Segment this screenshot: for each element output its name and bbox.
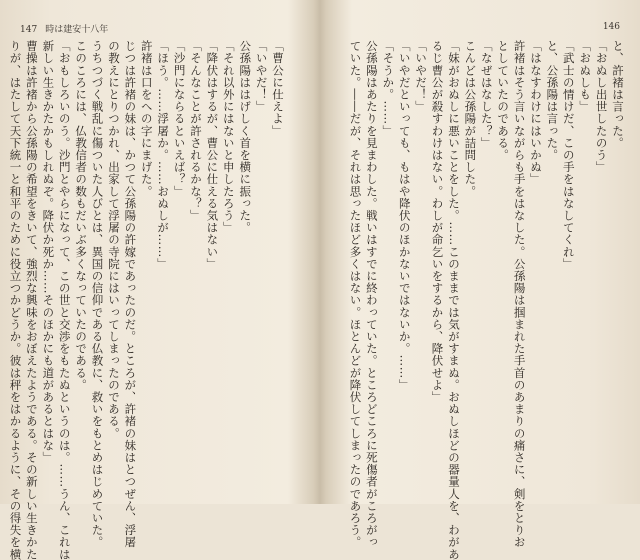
text-line: 「いやだ！」 <box>254 40 269 113</box>
text-line: じつは許褚の妹は、かつて公孫陽の許嫁であったのだ。ところが、許褚の妹はとつぜん、浮屠 <box>123 40 138 549</box>
text-line: 「ほう。……浮屠か。……おぬしが……」 <box>156 40 171 270</box>
text-line: 「沙門にならるといえば？」 <box>172 40 187 198</box>
text-line: 「いやだ！」 <box>414 40 429 113</box>
running-title: 時は建安十八年 <box>45 25 109 35</box>
text-line: 「おぬしも」 <box>578 40 593 113</box>
text-line: 許褚はそう言いながらも手をはなした。公孫陽は掴まれた手首のあまりの痛さに、剣をとりお <box>512 40 527 549</box>
text-line: 「武士の情けだ、この手をはなしてくれ」 <box>561 40 576 270</box>
text-line: 「はなすわけにはいかぬ」 <box>528 40 543 186</box>
text-line: と、公孫陽は言った。 <box>545 40 560 161</box>
text-line: 曹操は許褚から公孫陽の希望をきいて、強烈な興味をおぼえたようである。その新しい生きかた <box>24 40 39 560</box>
right-page-number: 146 <box>602 22 620 32</box>
left-page-header <box>20 22 108 35</box>
text-line: 公孫陽はあたりを見まわした。戦いはすでに終わっていた。ところどころに死傷者がころがっ <box>364 40 379 549</box>
text-line: うちつづく戦乱に傷ついた人びとは、異国の信仰である仏教に、救いをもとめはじめていた。 <box>90 40 105 549</box>
text-line: 「いやだといっても、もはや降伏のほかないではないか。……」 <box>397 40 412 391</box>
text-line: 「そんなことが許されるかな？」 <box>188 40 203 222</box>
text-line: 「妹がおぬしに悪いことをした。……このままでは気がすまぬ。おぬしほどの器量人を、わがあ <box>446 40 461 560</box>
text-line: るじ曹公が殺すわけはない。わしが命乞いをするから、降伏せよ」 <box>430 40 445 403</box>
text-line: ていた。――だが、それは思ったほど多くはない。ほとんどが降伏してしまったのであろう。 <box>348 40 363 549</box>
text-line: りが、はたして天下統一と和平のために役立つかどうか。彼は秤をはかるように、その得失を横 <box>8 40 23 560</box>
text-line: と、許褚は言った。 <box>611 40 625 149</box>
text-line: の教えにとりつかれ、出家して浮屠の寺院にはいってしまったのである。 <box>106 40 121 440</box>
text-line: 新しい生きかたかもしれぬぞ。降伏か死か……そのほかにも道があるとはな」 <box>41 40 56 464</box>
left-page-text <box>8 40 286 560</box>
text-line: 「それ以外にはないと申したろう」 <box>221 40 236 234</box>
text-line: こんどは公孫陽が詰問した。 <box>463 40 478 198</box>
right-page <box>320 0 640 560</box>
text-line: 「降伏はするが、曹公に仕える気はない」 <box>205 40 220 270</box>
text-line: このころには、仏教信者の数もだいぶ多くなっていたのである。 <box>74 40 89 391</box>
text-line: 「なぜはなした？」 <box>479 40 494 149</box>
right-page-header <box>603 22 620 32</box>
left-page-number: 147 <box>20 25 38 35</box>
text-line: 「そうか。……」 <box>381 40 396 137</box>
text-line: 「曹公に仕えよ」 <box>271 40 285 137</box>
text-line: 公孫陽ははげしく首を横に振った。 <box>238 40 253 234</box>
text-line: としていたのである。 <box>496 40 511 161</box>
text-line: 「おもしろいのう。沙門とやらになって、この世と交渉をもたぬというのは。……うん、これは <box>57 40 72 560</box>
text-line: 許褚は口をへの字にまげた。 <box>139 40 154 198</box>
right-page-text <box>336 40 626 560</box>
text-line: 「おぬし出世したのう」 <box>594 40 609 174</box>
